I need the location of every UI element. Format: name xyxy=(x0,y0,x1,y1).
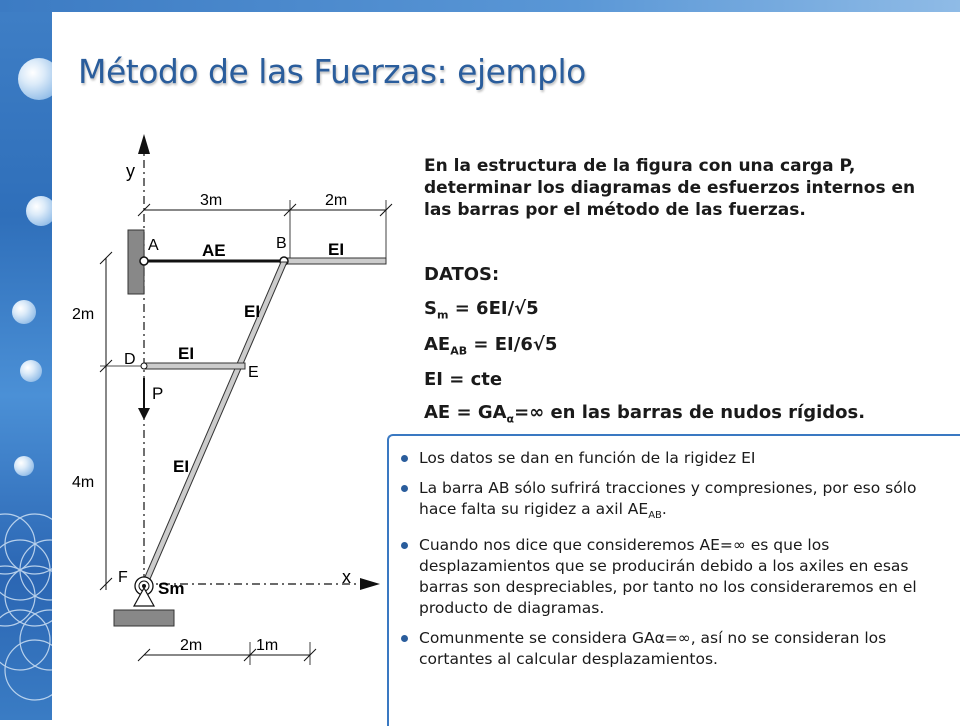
load-arrowhead xyxy=(138,408,150,420)
ground-block xyxy=(114,610,174,626)
datos-ae-line: $AE_{AB} = EI/6√5$ xyxy=(424,334,558,358)
node-d xyxy=(141,363,147,369)
hinge-a xyxy=(140,257,148,265)
structure-diagram xyxy=(60,120,440,680)
axis-label-y: y xyxy=(126,161,135,181)
datos-heading: DATOS: xyxy=(424,264,500,285)
problem-statement: En la estructura de la figura con una carga P, determinar los diagramas de esfuerzos internos en las barras por el método de las fuerzas. xyxy=(424,156,916,220)
note-item: La barra AB sólo sufrirá tracciones y compresiones, por eso sólo hace falta su rigidez a axil $AE_{AB}$. xyxy=(419,478,948,526)
decorative-bubble xyxy=(18,58,52,100)
node-label-b: B xyxy=(276,235,287,252)
dimension-label-1m: 1m xyxy=(256,637,279,654)
node-label-a: A xyxy=(148,237,159,254)
datos-sm-line: $S_m = 6EI/√5$ xyxy=(424,298,539,322)
note-item: Comunmente se considera GAα=∞, así no se consideran los cortantes al calcular desplazamientos. xyxy=(419,628,948,670)
node-label-f: F xyxy=(118,569,128,586)
decorative-bubble xyxy=(12,300,36,324)
decorative-bubble xyxy=(26,196,52,226)
decorative-side-band xyxy=(0,0,52,720)
dimension-label-4m: 4m xyxy=(72,474,95,491)
bar-de xyxy=(144,363,245,369)
note-item: Los datos se dan en función de la rigidez EI xyxy=(419,448,948,469)
load-label-p: P xyxy=(152,384,164,403)
bar-label-ei-diagonal-lower: EI xyxy=(173,457,190,476)
datos-ga-line: AE = $GA_\alpha=\infty$ en las barras de nudos rígidos. xyxy=(424,402,866,426)
decorative-bubble xyxy=(20,360,42,382)
dimension-label-2m-bottom: 2m xyxy=(180,637,203,654)
bar-label-ei-d: EI xyxy=(178,344,195,363)
y-axis-arrow xyxy=(138,134,150,154)
dimension-label-2m-left: 2m xyxy=(72,306,95,323)
decorative-top-strip xyxy=(0,0,960,12)
node-label-e: E xyxy=(248,364,259,381)
notes-panel xyxy=(387,434,960,726)
slide-title: Método de las Fuerzas: ejemplo xyxy=(78,52,586,91)
notes-list xyxy=(389,436,960,670)
node-label-d: D xyxy=(124,351,136,368)
bar-label-ei-top: EI xyxy=(328,240,345,259)
bar-diagonal-bf xyxy=(141,262,287,586)
note-item: Cuando nos dice que consideremos AE=∞ es que los desplazamientos que se producirán debido a los axiles en esas barras son despreciables, por tanto no los consideraremos en el producto de diagramas. xyxy=(419,535,948,619)
axis-label-x: x xyxy=(342,567,351,587)
bar-label-ei-diagonal-upper: EI xyxy=(244,302,261,321)
x-axis-arrow xyxy=(360,578,380,590)
bar-label-ae: AE xyxy=(202,241,226,260)
datos-ei-line: EI = cte xyxy=(424,369,503,390)
decorative-flower-pattern xyxy=(0,470,52,720)
dimension-label-3m: 3m xyxy=(200,192,223,209)
spring-label-sm: Sm xyxy=(158,579,185,598)
dimension-label-2m-top: 2m xyxy=(325,192,348,209)
